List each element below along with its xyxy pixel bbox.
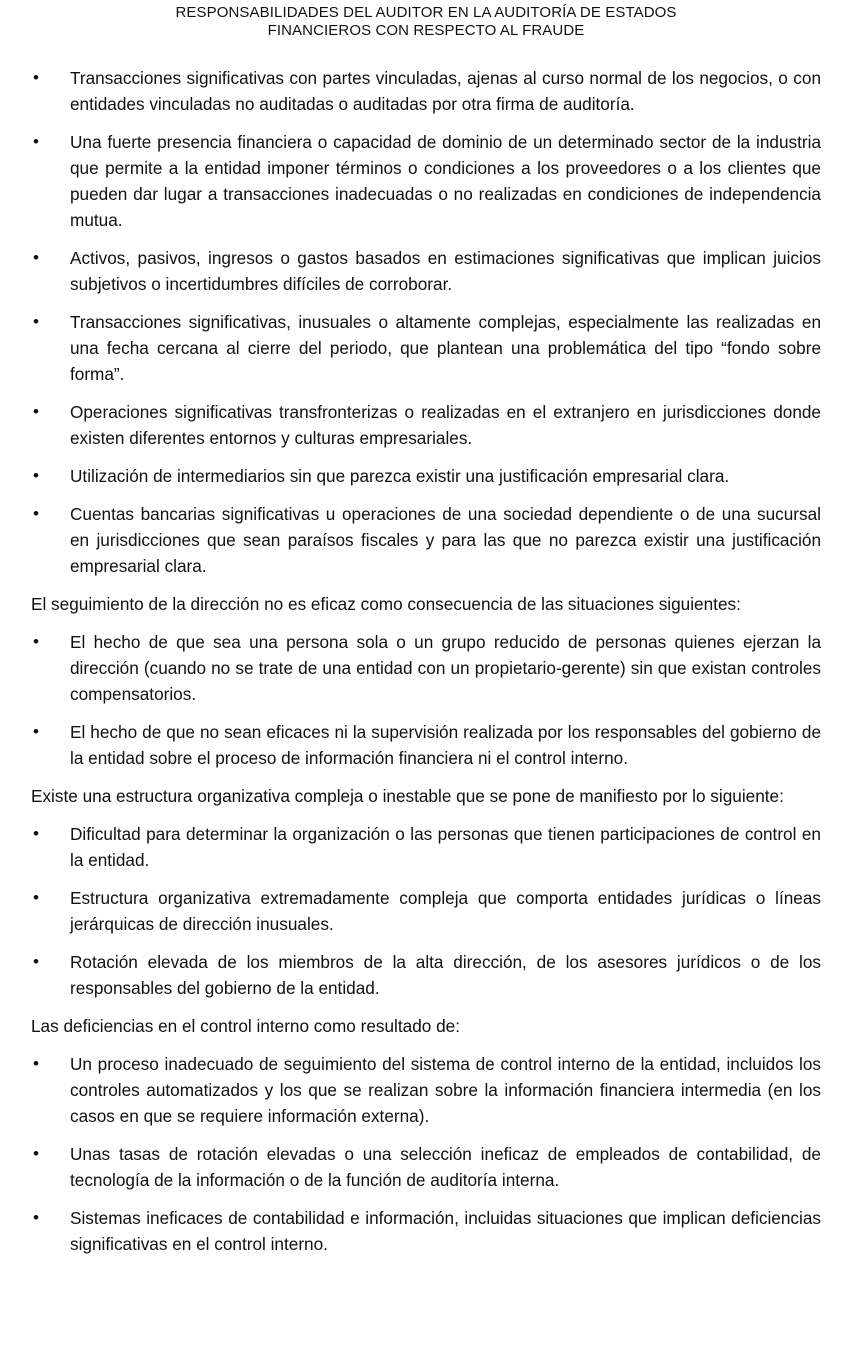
list-item-text: Estructura organizativa extremadamente compleja que comporta entidades jurídicas o líneas jerárquicas de dirección inusuales. xyxy=(70,888,821,934)
list-item xyxy=(31,719,821,771)
list-item xyxy=(31,501,821,579)
list-item-text: Un proceso inadecuado de seguimiento del sistema de control interno de la entidad, incluidos los controles automatizados y los que se realizan sobre la información financiera intermedia (en los casos en que se requiere información externa). xyxy=(70,1054,821,1126)
bullet-icon: • xyxy=(33,888,39,907)
bullet-icon: • xyxy=(33,504,39,523)
bullet-icon: • xyxy=(33,132,39,151)
list-item xyxy=(31,129,821,233)
list-item xyxy=(31,65,821,117)
bullet-icon: • xyxy=(33,312,39,331)
list-item-text: Una fuerte presencia financiera o capacidad de dominio de un determinado sector de la industria que permite a la entidad imponer términos o condiciones a los proveedores o a los clientes que pueden dar lugar a transacciones inadecuadas o no realizadas en condiciones de independencia mutua. xyxy=(70,132,821,230)
page-header xyxy=(31,4,821,40)
list-item-text: Operaciones significativas transfronterizas o realizadas en el extranjero en jurisdicciones donde existen diferentes entornos y culturas empresariales. xyxy=(70,402,821,448)
list-item xyxy=(31,1141,821,1193)
section-2-intro: El seguimiento de la dirección no es eficaz como consecuencia de las situaciones siguientes: xyxy=(31,594,741,614)
list-item xyxy=(31,629,821,707)
bullet-icon: • xyxy=(33,722,39,741)
list-item-text: El hecho de que sea una persona sola o un grupo reducido de personas quienes ejerzan la dirección (cuando no se trate de una entidad con un propietario-gerente) sin que existan controles compensatorios. xyxy=(70,632,821,704)
list-item-text: Sistemas ineficaces de contabilidad e información, incluidas situaciones que implican deficiencias significativas en el control interno. xyxy=(70,1208,821,1254)
bullet-icon: • xyxy=(33,1208,39,1227)
section-3-list xyxy=(31,821,821,1001)
list-item-text: Transacciones significativas, inusuales o altamente complejas, especialmente las realizadas en una fecha cercana al cierre del periodo, que plantean una problemática del tipo “fondo sobre forma”. xyxy=(70,312,821,384)
bullet-icon: • xyxy=(33,68,39,87)
section-4-intro: Las deficiencias en el control interno como resultado de: xyxy=(31,1016,460,1036)
bullet-icon: • xyxy=(33,1144,39,1163)
bullet-icon: • xyxy=(33,402,39,421)
list-item xyxy=(31,245,821,297)
bullet-icon: • xyxy=(33,1054,39,1073)
section-2-list xyxy=(31,629,821,771)
section-4-list xyxy=(31,1051,821,1257)
header-line-2: FINANCIEROS CON RESPECTO AL FRAUDE xyxy=(267,22,585,39)
list-item xyxy=(31,949,821,1001)
list-item xyxy=(31,885,821,937)
list-item xyxy=(31,463,821,489)
list-item-text: Transacciones significativas con partes vinculadas, ajenas al curso normal de los negocios, o con entidades vinculadas no auditadas o auditadas por otra firma de auditoría. xyxy=(70,68,821,114)
section-3-intro: Existe una estructura organizativa compleja o inestable que se pone de manifiesto por lo siguiente: xyxy=(31,786,784,806)
header-line-1: RESPONSABILIDADES DEL AUDITOR EN LA AUDITORÍA DE ESTADOS xyxy=(175,4,677,21)
list-item-text: El hecho de que no sean eficaces ni la supervisión realizada por los responsables del gobierno de la entidad sobre el proceso de información financiera ni el control interno. xyxy=(70,722,821,768)
list-item-text: Unas tasas de rotación elevadas o una selección ineficaz de empleados de contabilidad, de tecnología de la información o de la función de auditoría interna. xyxy=(70,1144,821,1190)
list-item xyxy=(31,1205,821,1257)
list-item-text: Cuentas bancarias significativas u operaciones de una sociedad dependiente o de una sucursal en jurisdicciones que sean paraísos fiscales y para las que no parezca existir una justificación empresarial clara. xyxy=(70,504,821,576)
bullet-icon: • xyxy=(33,466,39,485)
list-item-text: Activos, pasivos, ingresos o gastos basados en estimaciones significativas que implican juicios subjetivos o incertidumbres difíciles de corroborar. xyxy=(70,248,821,294)
bullet-icon: • xyxy=(33,248,39,267)
list-item-text: Rotación elevada de los miembros de la alta dirección, de los asesores jurídicos o de los responsables del gobierno de la entidad. xyxy=(70,952,821,998)
list-item-text: Utilización de intermediarios sin que parezca existir una justificación empresarial clara. xyxy=(70,466,730,486)
section-1-list xyxy=(31,65,821,579)
bullet-icon: • xyxy=(33,952,39,971)
bullet-icon: • xyxy=(33,632,39,651)
list-item xyxy=(31,399,821,451)
list-item xyxy=(31,309,821,387)
list-item-text: Dificultad para determinar la organización o las personas que tienen participaciones de control en la entidad. xyxy=(70,824,821,870)
bullet-icon: • xyxy=(33,824,39,843)
list-item xyxy=(31,1051,821,1129)
list-item xyxy=(31,821,821,873)
